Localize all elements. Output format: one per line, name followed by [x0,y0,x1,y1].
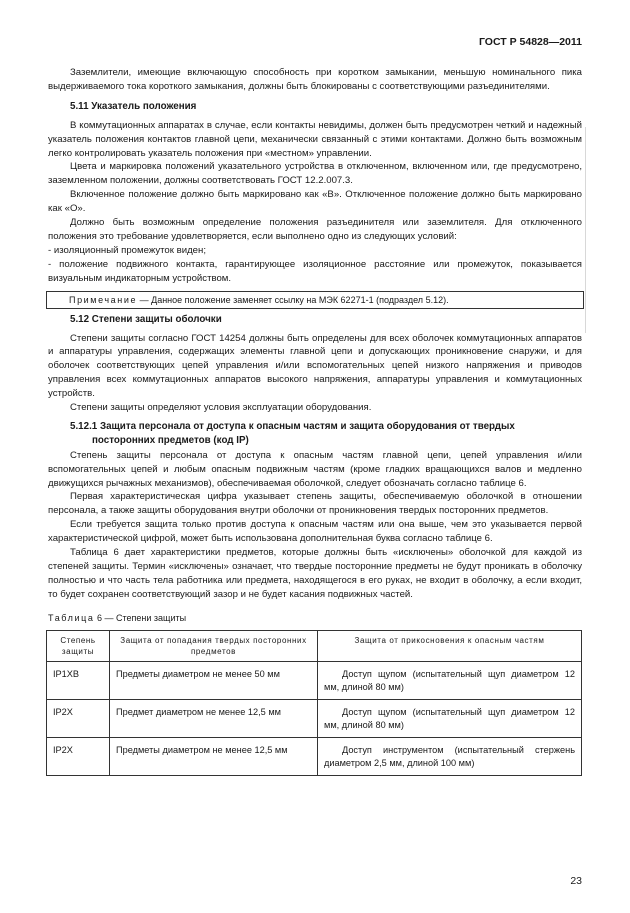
protection-degrees-table [46,630,582,776]
section-5-12-heading: 5.12 Степени защиты оболочки [70,313,222,325]
cell-text: Доступ щупом (испытательный щуп диаметром 12 мм, длиной 80 мм) [324,706,575,730]
paragraph: Таблица 6 дает характеристики предметов, которые должны быть «исключены» оболочкой для каждой из степеней защиты. Термин «исключены» означает, что твердые посторонние предметы не будут проникать в оболочку полностью и что часть тела работника или предмета, находящегося в его руках, не входит в оболочку, а если входит, то будет сохранен соответствующий зазор и не будет касания подвижных частей. [48,547,582,600]
note-text: — Данное положение заменяет ссылку на МЭК 62271-1 (подраздел 5.12). [137,294,449,305]
table-cell: Предметы диаметром не менее 50 мм [110,661,318,699]
paragraph: Цвета и маркировка положений указательного устройства в отключенном, включенном или, где предусмотрено, заземленном положении, должны соответствовать ГОСТ 12.2.007.3. [48,161,582,187]
table-caption-text: 6 — Степени защиты [94,612,187,623]
paragraph: В коммутационных аппаратах в случае, если контакты невидимы, должен быть предусмотрен четкий и надежный указатель положения контактов главной цепи, механически связанный с этими контактами. Должно быть возможным легко контролировать указатель положения при «местном» управлении. [48,119,582,159]
column-header: Защита от попадания твердых посторонних предметов [110,630,318,661]
paragraph: Степени защиты согласно ГОСТ 14254 должны быть определены для всех оболочек коммутационных аппаратов и аппаратуры управления, содержащих элементы главной цепи и допускающих проникновение снаружи, и для оболочек соответствующих цепей управления и/или вспомогательных цепей низкого напряжения и приводов управления всех коммутационных аппаратов высокого напряжения, аппаратуры управления и коммутационных устройств. [48,332,582,400]
table-cell [318,661,582,699]
intro-paragraph: Заземлители, имеющие включающую способность при коротком замыкании, меньшую номинального пика выдерживаемого тока короткого замыкания, должны быть блокированы с соответствующими разъединителями. [48,67,582,92]
document-header: ГОСТ Р 54828—2011 [478,36,582,48]
list-item: - положение подвижного контакта, гарантирующее изоляционное расстояние или промежуток, показывается визуальным индикаторным устройством. [48,258,582,284]
heading-line: посторонних предметов (код IP) [92,434,249,446]
table-cell: IP1XB [47,661,110,699]
page-number: 23 [570,875,582,887]
table-cell: IP2X [47,699,110,737]
margin-change-bar [585,127,586,333]
note-box [46,291,584,309]
column-header: Защита от прикосновения к опасным частям [318,630,582,661]
table-cell: Предметы диаметром не менее 12,5 мм [110,737,318,775]
table-cell: Предмет диаметром не менее 12,5 мм [110,699,318,737]
note-label: Примечание [69,294,138,305]
table-caption [48,612,582,626]
paragraph: Должно быть возможным определение положения разъединителя или заземлителя. Для отключенного положения это требование удовлетворяется, если выполнено одно из следующих условий: [48,217,582,242]
heading-line: 5.12.1 Защита персонала от доступа к опасным частям и защита оборудования от твердых [70,420,515,432]
column-header: Степень защиты [47,630,110,661]
table-cell: IP2X [47,737,110,775]
cell-text: Доступ щупом (испытательный щуп диаметром 12 мм, длиной 80 мм) [324,668,575,692]
page-body [48,66,582,776]
table-row [47,699,582,737]
paragraph: Включенное положение должно быть маркировано как «В». Отключенное положение должно быть маркировано как «О». [48,189,582,215]
table-row [47,737,582,775]
section-5-12-1-heading [48,420,582,448]
paragraph: Степень защиты персонала от доступа к опасным частям главной цепи, цепей управления и/или вспомогательных цепей и любым опасным подвижным частям (кроме гладких вращающихся валов и медленно движущихся рычажных механизмов), обеспечиваемая оболочкой, следует обозначать согласно таблице 6. [48,449,582,489]
list-item: - изоляционный промежуток виден; [48,244,206,256]
table-cell [318,699,582,737]
table-cell [318,737,582,775]
cell-text: Доступ инструментом (испытательный стержень диаметром 2,5 мм, длиной 100 мм) [324,744,575,768]
section-5-11-heading: 5.11 Указатель положения [70,100,197,112]
paragraph: Первая характеристическая цифра указывает степень защиты, обеспечиваемую оболочкой в отношении персонала, а также защиты оборудования внутри оболочки от проникновения твердых посторонних предметов. [48,491,582,517]
table-caption-label: Таблица [48,612,95,623]
table-header-row [47,630,582,661]
paragraph: Степени защиты определяют условия эксплуатации оборудования. [70,402,372,414]
paragraph: Если требуется защита только против доступа к опасным частям или она выше, чем это указывается первой характеристической цифрой, может быть использована дополнительная буква согласно таблице 6. [48,519,582,545]
table-row [47,661,582,699]
